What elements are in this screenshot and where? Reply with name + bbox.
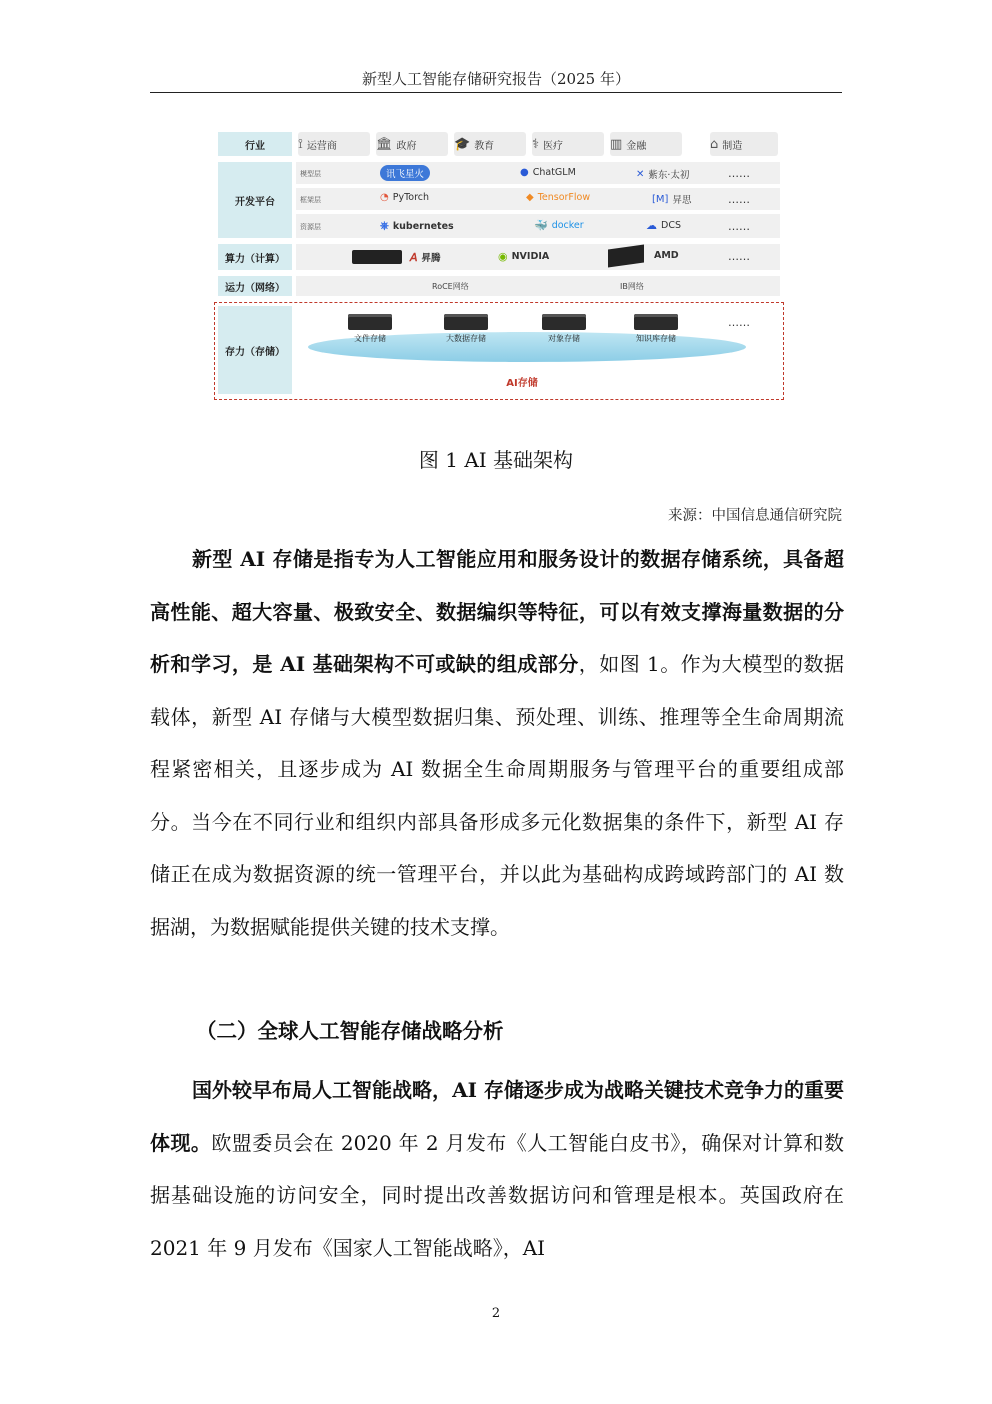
logo-docker [534,219,584,232]
zidong-icon: ✕ [636,168,645,180]
factory-icon: ⌂ [710,136,719,152]
storage-server-icon [348,314,392,330]
storage-server-icon [444,314,488,330]
industry-label: 政府 [396,140,417,152]
figure-caption: 图 1 AI 基础架构 [418,448,574,472]
paragraph-global-strategy [150,1064,844,1274]
pytorch-icon: ◔ [380,192,389,203]
storage-type: 大数据存储 [446,334,486,343]
paragraph-bold-lead: 新型 AI 存储是指专为人工智能应用和服务设计的数据存储系统，具备超高性能、超大容量、极致安全、数据编织等特征，可以有效支撑海量数据的分析和学习，是 AI 基础架构不可或缺的组成部分 [150,547,844,676]
ellipsis: …… [728,220,750,233]
storage-server-icon [542,314,586,330]
logo-kubernetes-label: kubernetes [392,220,454,232]
logo-zidong [636,167,689,181]
network-roce: RoCE网络 [432,282,469,291]
logo-xunfei: 讯飞星火 [380,165,430,181]
page-number: 2 [491,1306,501,1321]
storage-type: 文件存储 [354,334,386,343]
docker-icon: 🐳 [534,219,548,232]
ai-storage-label: AI存储 [506,378,538,389]
finance-icon: ▥ [610,136,623,152]
network-row [296,276,780,296]
paragraph-bold-lead: 国外较早布局人工智能战略，AI 存储逐步成为战略关键技术竞争力的重要体现。 [150,1078,844,1155]
row-label-network: 运力（网络） [218,276,292,296]
education-icon: 🎓 [454,136,471,152]
logo-tensorflow [526,192,590,203]
storage-server-icon [634,314,678,330]
ascend-icon: 𝘈 [410,250,418,264]
header-rule [150,92,842,93]
ellipsis: …… [728,250,750,263]
industry-label: 运营商 [306,140,337,152]
industry-label: 医疗 [543,140,564,152]
logo-zidong-label: 紫东·太初 [648,170,690,181]
logo-nvidia [498,250,549,263]
industry-cell [710,132,778,156]
industry-cell [298,132,370,156]
logo-shengsi [652,192,691,206]
network-ib: IB网络 [620,282,644,291]
industry-label: 教育 [474,140,495,152]
server-icon [352,250,402,264]
logo-nvidia-label: NVIDIA [511,251,550,262]
ellipsis: …… [728,193,750,206]
paragraph-ai-storage-definition [150,533,844,953]
industry-cell [376,132,448,156]
nvidia-icon: ◉ [498,250,508,263]
paragraph-body: 欧盟委员会在 2020 年 2 月发布《人工智能白皮书》，确保对计算和数据基础设施的访问安全，同时提出改善数据访问和管理是根本。英国政府在 2021 年 9 月发布《国家人工智能战略》，AI [150,1130,844,1260]
page-header: 新型人工智能存储研究报告（2025 年） [362,70,630,88]
row-label-storage: 存力（存储） [218,306,292,394]
logo-pytorch-label: PyTorch [392,192,430,203]
logo-tensorflow-label: TensorFlow [537,192,591,203]
storage-type: 对象存储 [548,334,580,343]
logo-amd: AMD [654,250,679,261]
logo-dcs [646,219,681,232]
tensorflow-icon: ◆ [526,192,534,203]
layer-label-resource: 资源层 [300,223,321,231]
layer-label-framework: 框架层 [300,196,321,204]
storage-type: 知识库存储 [636,334,676,343]
industry-label: 制造 [722,140,743,152]
ellipsis: …… [728,316,750,329]
industry-cell [454,132,526,156]
government-icon: 🏛 [376,136,393,152]
layer-label-model: 模型层 [300,170,321,178]
chatglm-icon: ● [520,167,529,178]
medical-icon: ⚕ [532,136,540,152]
logo-ascend-label: 昇腾 [421,253,441,264]
logo-chatglm [520,167,576,178]
kubernetes-icon: ⎈ [380,219,389,232]
logo-chatglm-label: ChatGLM [532,167,576,178]
row-label-industry: 行业 [218,132,292,156]
logo-pytorch [380,192,429,203]
logo-ascend [410,250,441,264]
row-label-compute: 算力（计算） [218,244,292,270]
paragraph-body: ，如图 1。作为大模型的数据载体，新型 AI 存储与大模型数据归集、预处理、训练、推理等全生命周期流程紧密相关，且逐步成为 AI 数据全生命周期服务与管理平台的重要组成部分。当今在不同行业和组织内部具备形成多元化数据集的条件下，新型 AI 存储正在成为数据资源的统一管理平台，并以此为基础构成跨域跨部门的 AI 数据湖，为数据赋能提供关键的技术支撑。 [150,652,844,939]
tower-icon: ⟟ [298,136,303,152]
logo-shengsi-label: 昇思 [672,195,692,206]
industry-label: 金融 [626,140,647,152]
section-heading: （二）全球人工智能存储战略分析 [196,1019,504,1043]
figure-source: 来源：中国信息通信研究院 [668,508,842,524]
row-label-platform: 开发平台 [218,162,292,238]
logo-dcs-label: DCS [661,220,681,231]
industry-cell [532,132,604,156]
logo-kubernetes [380,219,454,233]
industry-cell [610,132,682,156]
ellipsis: …… [728,167,750,180]
mindspore-icon: [M] [652,193,669,205]
ai-architecture-figure [212,128,784,404]
cloud-icon: ☁ [646,219,657,232]
logo-docker-label: docker [551,220,584,231]
